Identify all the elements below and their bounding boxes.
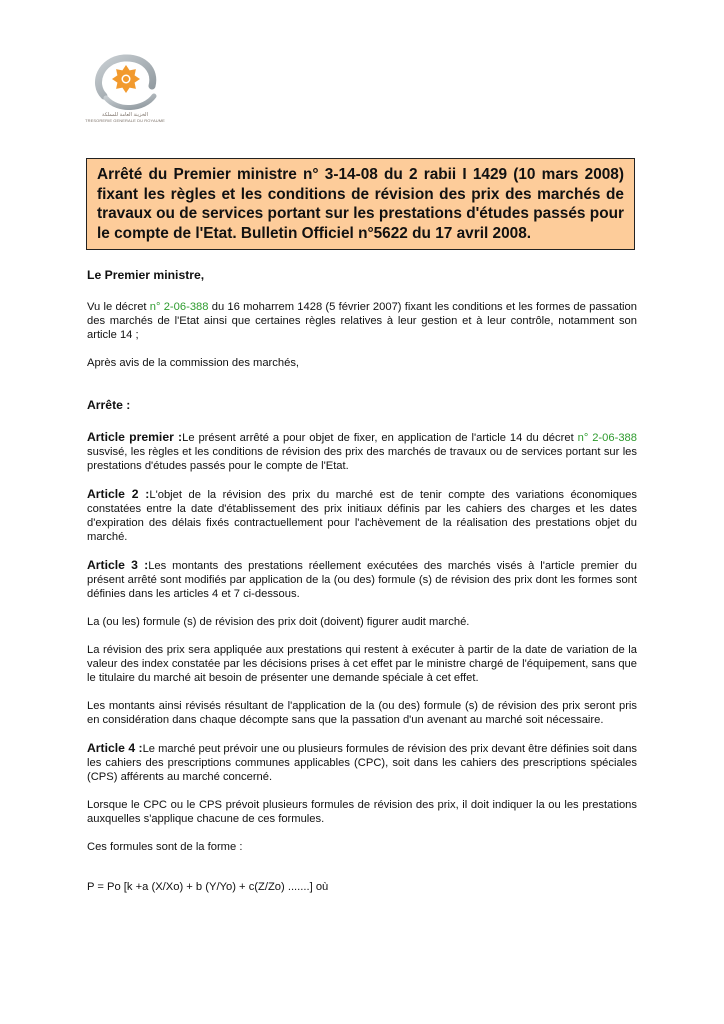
article-2-text: L'objet de la révision des prix du marché est de tenir compte des variations économiques constatées entre la date d'établissement des prix initiaux définis par les cahiers des charges et les dates d'expiration des délais fixés contractuellement pour l'achèvement de la réalisation des prestations objet du marché.: [87, 489, 637, 543]
article-3-paragraph-3: La révision des prix sera appliquée aux prestations qui restent à exécuter à partir de la date de variation de la valeur des index constatée par les décisions prises à cet effet par le ministre chargé de l'équipement, sans que le titulaire du marché ait besoin de présenter une demande spéciale à cet effet.: [87, 644, 637, 684]
paragraph-vu: [87, 300, 637, 342]
article-3-paragraph-4: Les montants ainsi révisés résultant de l'application de la (ou des) formule (s) de révision des prix seront pris en considération dans chaque décompte sans que la passation d'un avenant au marché soit nécessaire.: [87, 700, 637, 726]
decree-link-2[interactable]: n° 2-06-388: [577, 432, 637, 444]
vu-text-2: du 16 moharrem 1428 (5 février 2007) fixant les conditions et les formes de passation des marchés de l'Etat ainsi que certaines règles relatives à leur gestion et à leur contrôle, notamment son article 14 ;: [87, 301, 637, 341]
heading-arrete: Arrête :: [87, 398, 131, 412]
document-title-box: [86, 158, 635, 250]
article-4: [87, 741, 637, 784]
vu-text: Vu le décret: [87, 301, 150, 313]
logo-arabic-text: الخزينة العامة للمملكة: [102, 112, 148, 118]
article-3-text: Les montants des prestations réellement exécutées des marchés visés à l'article premier du présent arrêté sont modifiés par application de la (ou des) formule (s) de révision des prix dont les formes sont définies dans les articles 4 et 7 ci-dessous.: [87, 560, 637, 600]
article-4-label: Article 4 :: [87, 741, 143, 755]
document-body: [87, 268, 637, 894]
article-1: [87, 430, 637, 473]
article-1-label: Article premier :: [87, 430, 183, 444]
article-1-text-2: susvisé, les règles et les conditions de révision des prix des marchés de travaux ou de services portant sur les prestations d'études passés pour le compte de l'Etat.: [87, 446, 637, 472]
article-2: [87, 487, 637, 544]
document-title: Arrêté du Premier ministre n° 3-14-08 du 2 rabii I 1429 (10 mars 2008) fixant les règles et les conditions de révision des prix des marchés de travaux ou de services portant sur les prestations d'études passés pour le compte de l'Etat. Bulletin Officiel n°5622 du 17 avril 2008.: [97, 166, 624, 242]
logo-french-text: TRESORERIE GENERALE DU ROYAUME: [85, 118, 165, 123]
article-4-text: Le marché peut prévoir une ou plusieurs formules de révision des prix devant être définies soit dans les cahiers des prescriptions communes applicables (CPC), soit dans les cahiers des prescriptions spéciales (CPS) afférents au marché concerné.: [87, 743, 638, 783]
paragraph-avis: Après avis de la commission des marchés,: [87, 357, 300, 369]
article-2-label: Article 2 :: [87, 487, 150, 501]
article-3-label: Article 3 :: [87, 558, 149, 572]
heading-premier-ministre: Le Premier ministre,: [87, 268, 205, 282]
article-3: [87, 558, 637, 601]
treasury-emblem-icon: [84, 52, 168, 116]
logo-caption: [84, 112, 166, 123]
article-1-text: Le présent arrêté a pour objet de fixer, en application de l'article 14 du décret: [182, 432, 578, 444]
article-4-paragraph-2: Lorsque le CPC ou le CPS prévoit plusieurs formules de révision des prix, il doit indiquer la ou les prestations auxquelles s'applique chacune de ces formules.: [87, 799, 637, 825]
decree-link[interactable]: n° 2-06-388: [149, 301, 209, 313]
article-3-paragraph-2: La (ou les) formule (s) de révision des prix doit (doivent) figurer audit marché.: [87, 616, 470, 628]
article-4-paragraph-3: Ces formules sont de la forme :: [87, 841, 243, 853]
revision-formula: P = Po [k +a (X/Xo) + b (Y/Yo) + c(Z/Zo) .......] où: [87, 881, 329, 893]
